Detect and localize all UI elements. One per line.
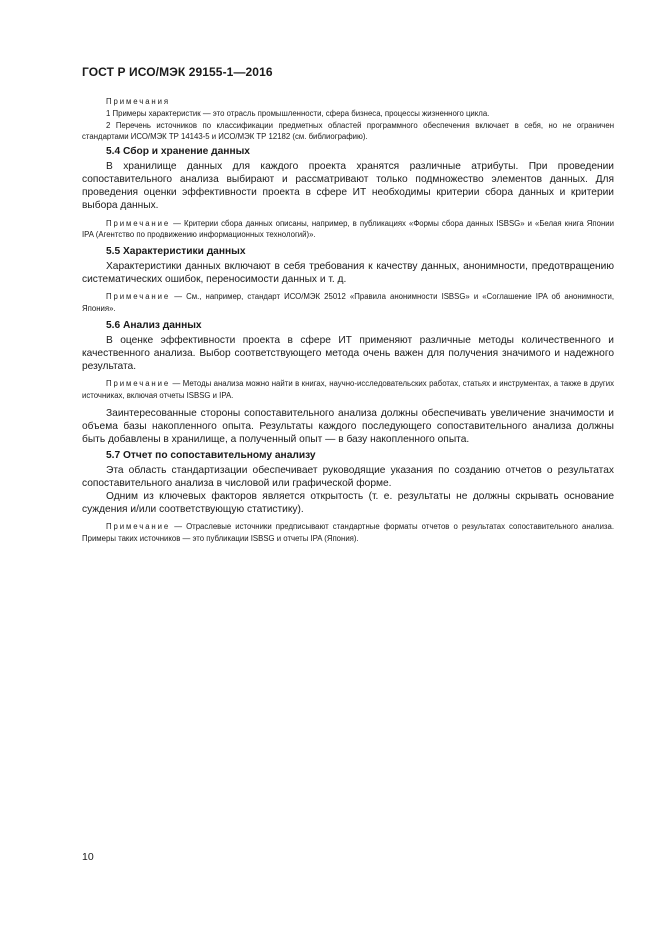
note-label: Примечание xyxy=(106,218,171,228)
section-heading-5-6: 5.6 Анализ данных xyxy=(106,319,202,331)
note-text: — Методы анализа можно найти в книгах, научно-исследовательских работах, статьях и инструментах, а также в других источниках, включая отчеты ISBSG и IPA. xyxy=(82,379,614,401)
section-5-5-paragraph: Характеристики данных включают в себя требования к качеству данных, анонимности, предотвращению систематических ошибок, переносимости данных и т. д. xyxy=(82,261,614,286)
section-5-6-paragraph: В оценке эффективности проекта в сфере ИТ применяют различные методы количественного и качественного анализа. Выбор соответствующего метода очень важен для получения значимого и надежного результата. xyxy=(82,334,614,373)
section-5-7-paragraph-1: Эта область стандартизации обеспечивает руководящие указания по созданию отчетов о результатах сопоставительного анализа в числовой или графической форме. xyxy=(82,465,614,490)
note-label: Примечание xyxy=(106,292,171,302)
note-item-1: 1 Примеры характеристик — это отрасль промышленности, сфера бизнеса, процессы жизненного цикла. xyxy=(106,108,490,118)
page-content xyxy=(82,96,614,545)
section-5-4-paragraph: В хранилище данных для каждого проекта хранятся различные атрибуты. При проведении сопоставительного анализа выбирают и рассматривают только подмножество элементов данных. Для проведения оценки эффективности проекта в сфере ИТ необходимы критерии сбора данных и критерии выбора данных. xyxy=(82,161,614,212)
notes-label: Примечания xyxy=(106,97,171,106)
note-text: — Отраслевые источники предписывают стандартные форматы отчетов о результатах сопоставительного анализа. Примеры таких источников — это публикации ISBSG и отчеты IPA (Япония). xyxy=(82,522,614,544)
section-heading-5-7: 5.7 Отчет по сопоставительному анализу xyxy=(106,450,316,462)
note-text: — Критерии сбора данных описаны, например, в публикациях «Формы сбора данных ISBSG» и «Белая книга Японии IPA (Агентство по продвижению информационных технологий)». xyxy=(82,218,614,240)
note-text: — См., например, стандарт ИСО/МЭК 25012 «Правила анонимности ISBSG» и «Соглашение IPA об анонимности, Япония». xyxy=(82,292,614,314)
document-header: ГОСТ Р ИСО/МЭК 29155-1—2016 xyxy=(82,65,273,79)
section-5-6-note xyxy=(82,378,614,402)
section-5-7-paragraph-2: Одним из ключевых факторов является открытость (т. е. результаты не должны скрывать основание суждения и/или соответствующую статистику). xyxy=(82,491,614,516)
section-5-5-note xyxy=(82,291,614,315)
note-label: Примечание xyxy=(106,379,171,389)
section-5-7-note xyxy=(82,521,614,545)
section-5-4-note xyxy=(82,218,614,242)
section-heading-5-5: 5.5 Характеристики данных xyxy=(106,246,246,258)
page-number: 10 xyxy=(82,851,94,863)
section-5-6-after-note-paragraph: Заинтересованные стороны сопоставительного анализа должны обеспечивать увеличение значимости и объема базы накопленного опыта. Результаты каждого последующего сопоставительного анализа должны быть добавлены в хранилище, а полученный опыт — в базу накопленного опыта. xyxy=(82,407,614,445)
note-label: Примечание xyxy=(106,522,171,532)
section-heading-5-4: 5.4 Сбор и хранение данных xyxy=(106,146,250,158)
note-item-2: 2 Перечень источников по классификации предметных областей программного обеспечения включает в себя, но не ограничен стандартами ИСО/МЭК ТР 14143-5 и ИСО/МЭК ТР 12182 (см. библиографию). xyxy=(82,120,614,142)
